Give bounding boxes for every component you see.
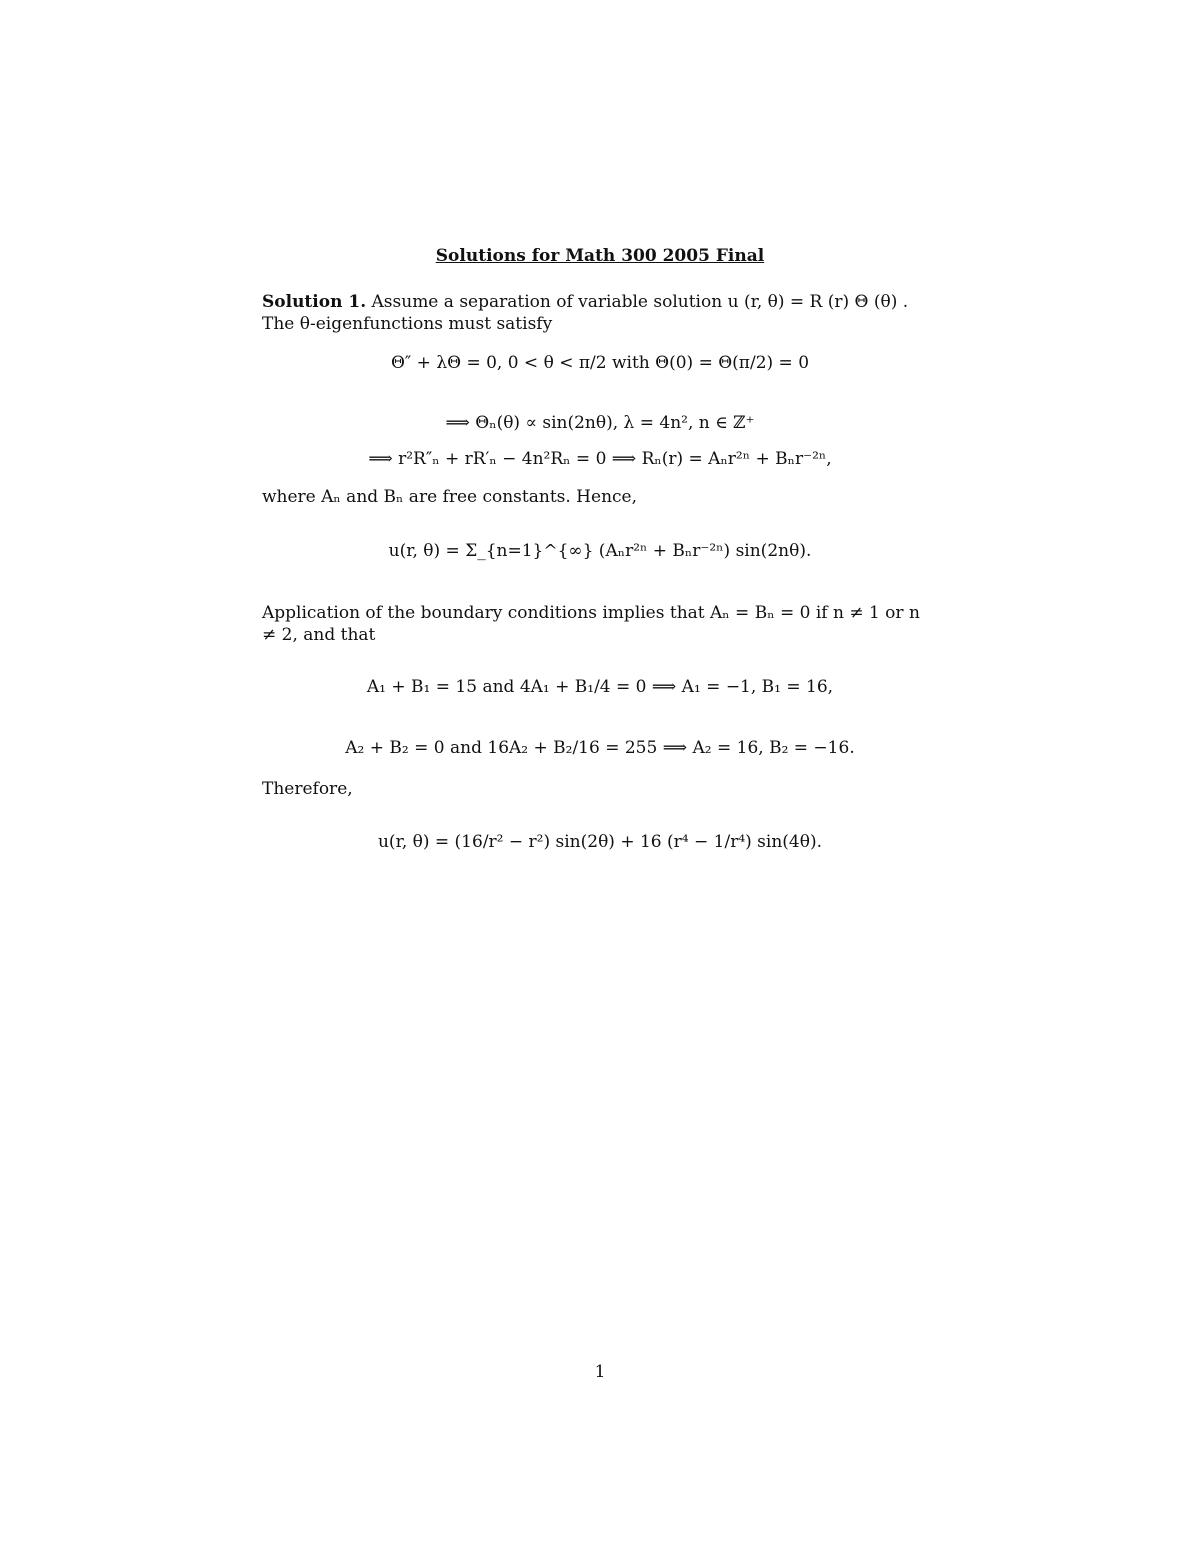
equation-eigen: ⟹ Θₙ(θ) ∝ sin(2nθ), λ = 4n², n ∈ ℤ⁺ [445, 413, 755, 433]
page-number: 1 [594, 1362, 606, 1382]
equation-theta: Θ″ + λΘ = 0, 0 < θ < π/2 with Θ(0) = Θ(π/2) = 0 [390, 353, 810, 373]
therefore-paragraph: Therefore, [262, 779, 353, 799]
equation-n2: A₂ + B₂ = 0 and 16A₂ + B₂/16 = 255 ⟹ A₂ = 16, B₂ = −16. [345, 738, 855, 758]
page-title: Solutions for Math 300 2005 Final [435, 246, 765, 266]
equation-final: u(r, θ) = (16/r² − r²) sin(2θ) + 16 (r⁴ − 1/r⁴) sin(4θ). [377, 832, 823, 852]
equation-n1: A₁ + B₁ = 15 and 4A₁ + B₁/4 = 0 ⟹ A₁ = −1, B₁ = 16, [366, 677, 834, 697]
intro-paragraph [262, 291, 938, 335]
boundary-paragraph: Application of the boundary conditions implies that Aₙ = Bₙ = 0 if n ≠ 1 or n ≠ 2, and that [262, 603, 920, 645]
intro-text: Assume a separation of variable solution u (r, θ) = R (r) Θ (θ) . The θ-eigenfunctions must satisfy [262, 292, 909, 334]
solution-label: Solution 1. [262, 292, 367, 312]
equation-series: u(r, θ) = Σ_{n=1}^{∞} (Aₙr²ⁿ + Bₙr⁻²ⁿ) sin(2nθ). [388, 541, 812, 561]
where-paragraph: where Aₙ and Bₙ are free constants. Hence, [262, 487, 638, 507]
equation-radial: ⟹ r²R″ₙ + rR′ₙ − 4n²Rₙ = 0 ⟹ Rₙ(r) = Aₙr²ⁿ + Bₙr⁻²ⁿ, [368, 449, 832, 469]
